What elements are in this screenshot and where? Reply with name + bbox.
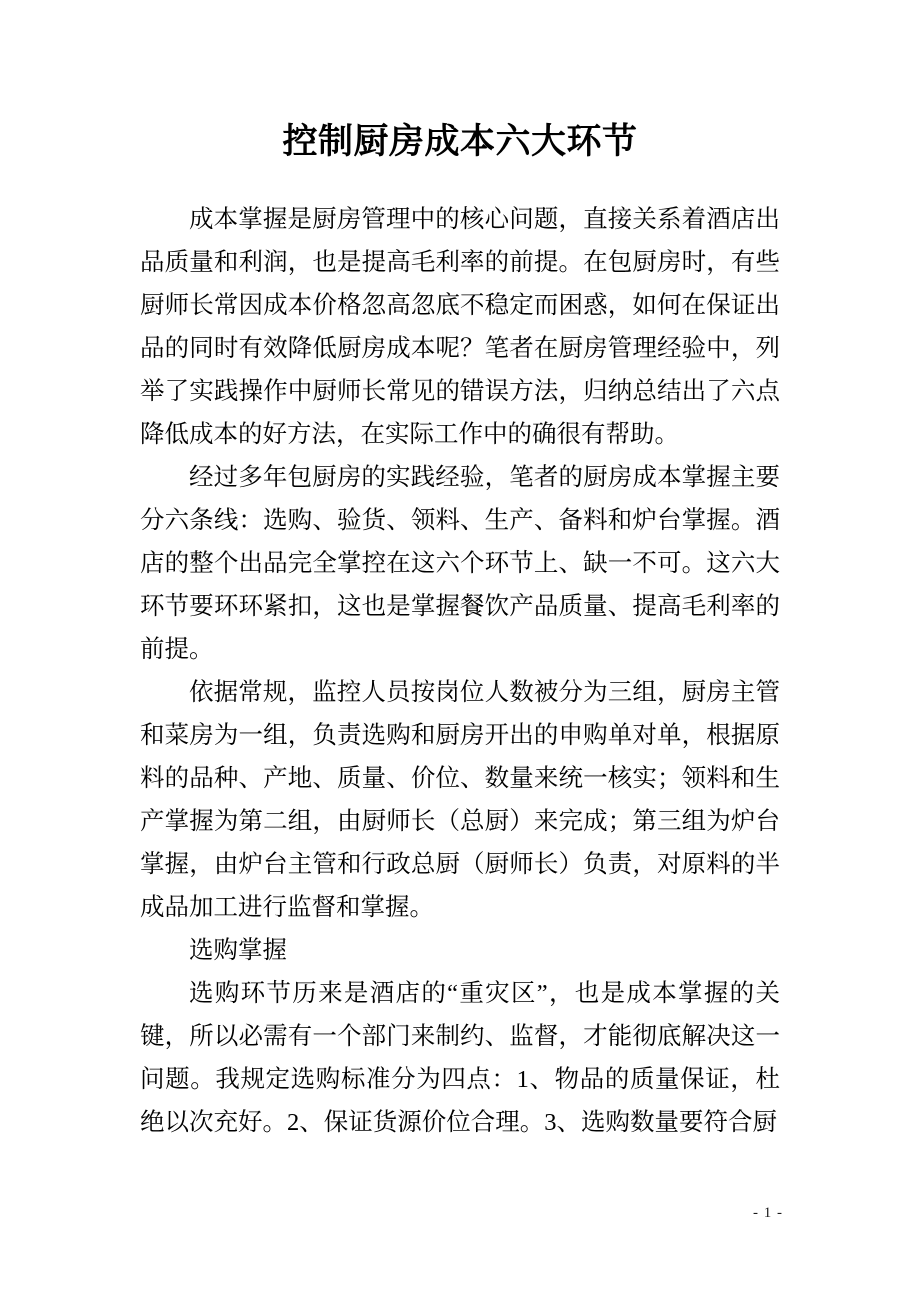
document-title: 控制厨房成本六大环节 — [282, 122, 638, 161]
page-footer — [753, 1203, 783, 1223]
body-paragraph-six-lines: 经过多年包厨房的实践经验，笔者的厨房成本掌握主要分六条线：选购、验货、领料、生产、备料和炉台掌握。酒店的整个出品完全掌控在这六个环节上、缺一不可。这六大环节要环环紧扣，这也是掌握餐饮产品质量、提高毛利率的前提。 — [140, 464, 780, 663]
body-paragraph-heading-purchasing: 选购掌握 — [189, 937, 287, 964]
page-number: - 1 - — [753, 1205, 783, 1221]
body-paragraph-groups: 依据常规，监控人员按岗位人数被分为三组，厨房主管和菜房为一组，负责选购和厨房开出的申购单对单，根据原料的品种、产地、质量、价位、数量来统一核实；领料和生产掌握为第二组，由厨师长（总厨）来完成；第三组为炉台掌握，由炉台主管和行政总厨（厨师长）负责，对原料的半成品加工进行监督和掌握。 — [140, 679, 780, 921]
body-paragraph-intro: 成本掌握是厨房管理中的核心问题，直接关系着酒店出品质量和利润，也是提高毛利率的前提。在包厨房时，有些厨师长常因成本价格忽高忽底不稳定而困惑，如何在保证出品的同时有效降低厨房成本呢？笔者在厨房管理经验中，列举了实践操作中厨师长常见的错误方法，归纳总结出了六点降低成本的好方法，在实际工作中的确很有帮助。 — [140, 206, 780, 448]
document-body — [140, 198, 780, 1144]
body-paragraph-purchasing-detail: 选购环节历来是酒店的“重灾区”，也是成本掌握的关键，所以必需有一个部门来制约、监督，才能彻底解决这一问题。我规定选购标准分为四点：1、物品的质量保证，杜绝以次充好。2、保证货源价位合理。3、选购数量要符合厨 — [140, 980, 780, 1136]
